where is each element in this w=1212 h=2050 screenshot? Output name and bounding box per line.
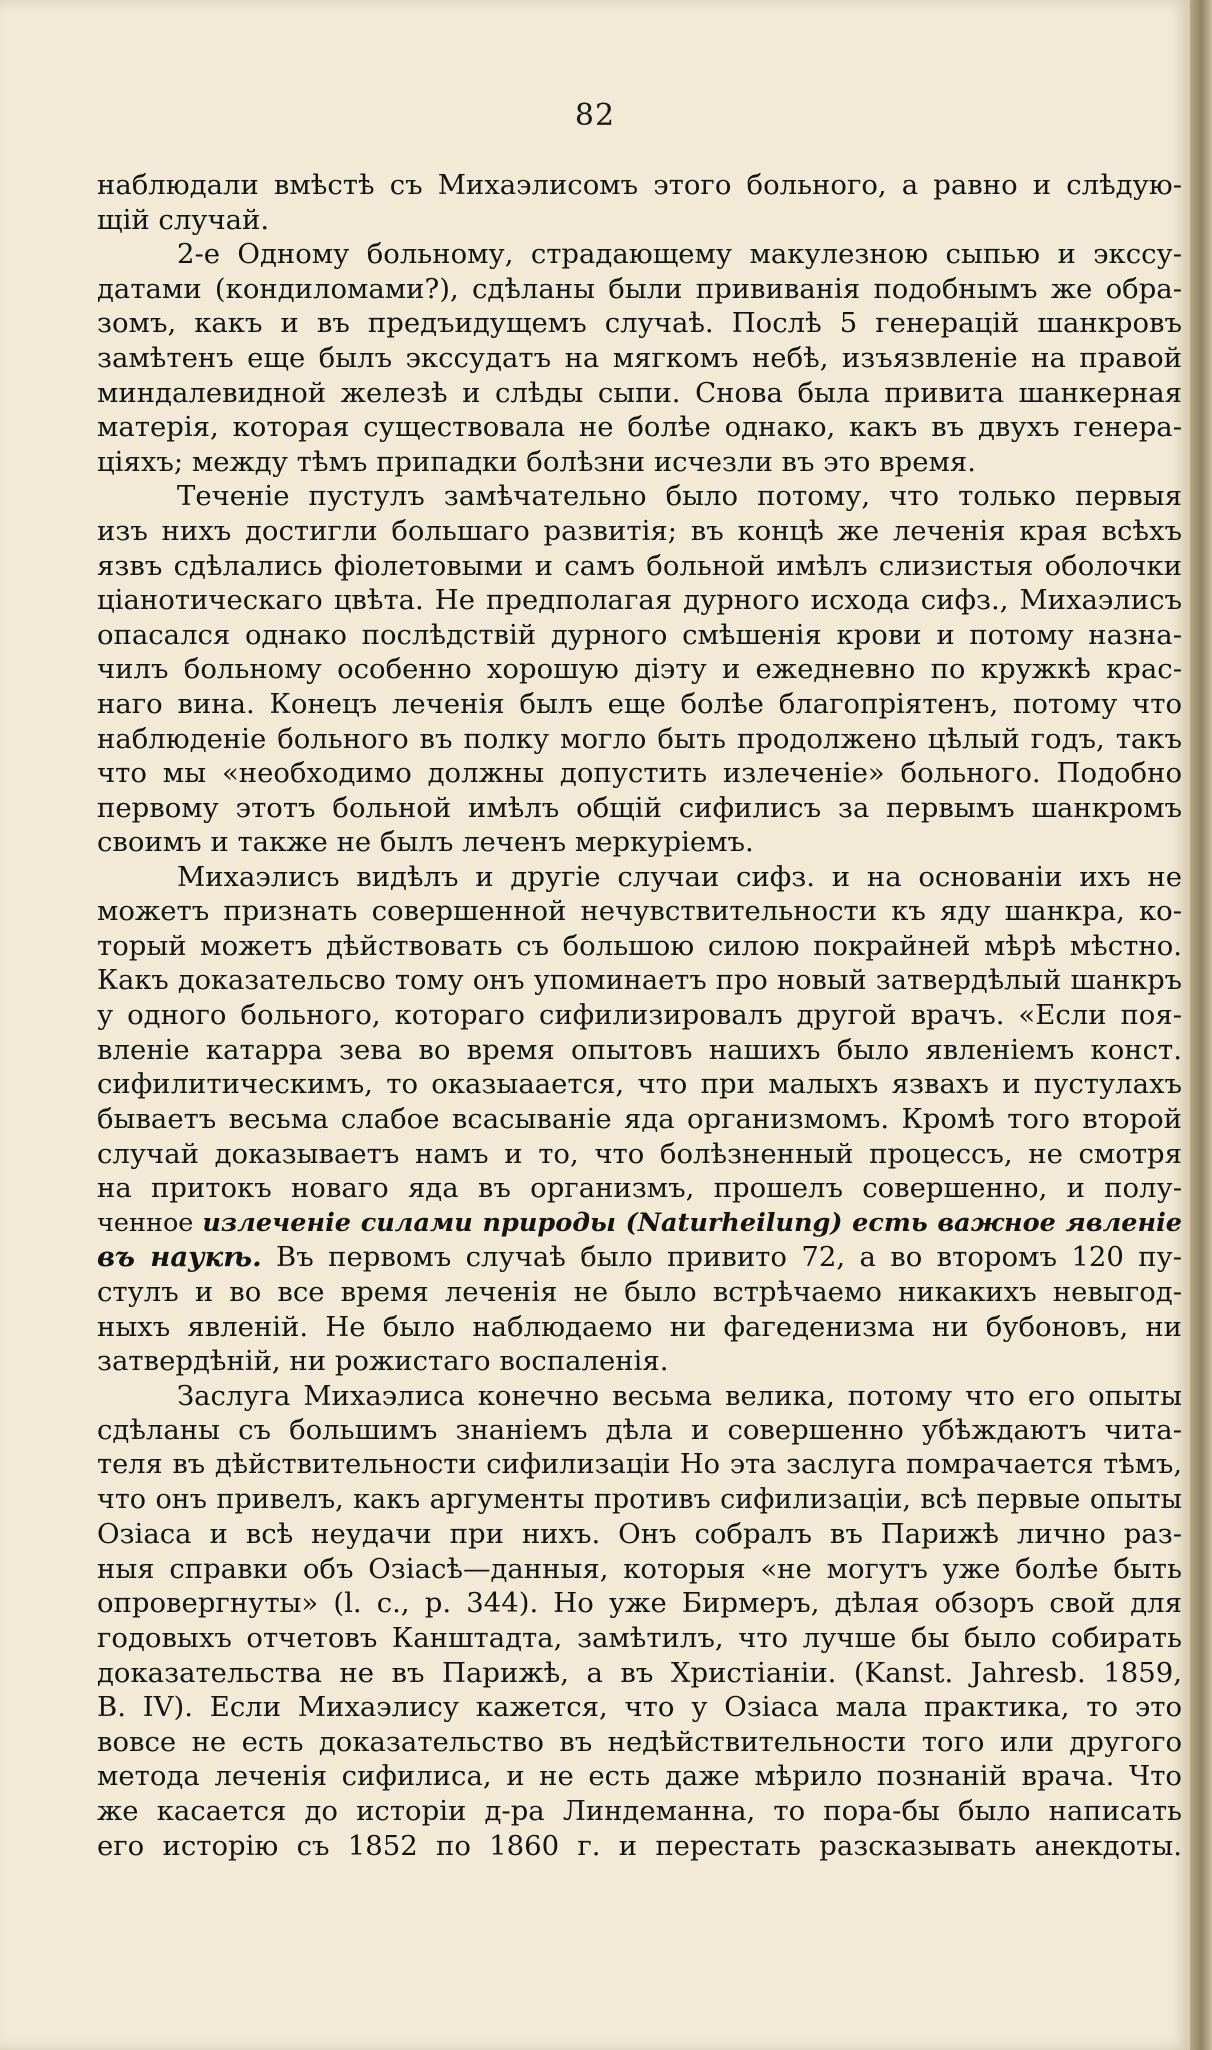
text-line: что мы «необходимо должны допустить излеченіе» больного. Подобно bbox=[97, 757, 1182, 790]
text-line: вленіе катарра зева во время опытовъ нашихъ было явленіемъ конст. bbox=[97, 1033, 1182, 1066]
text-line: щій случай. bbox=[97, 203, 270, 236]
text-line: Озіаса и всѣ неудачи при нихъ. Онъ собралъ въ Парижѣ лично раз- bbox=[97, 1518, 1182, 1551]
text-line: сифилитическимъ, то оказыаается, что при малыхъ язвахъ и пустулахъ bbox=[97, 1068, 1182, 1101]
text-segment: Въ первомъ случаѣ было привито 72, а во второмъ 120 пу- bbox=[261, 1241, 1183, 1274]
text-line: метода леченія сифилиса, и не есть даже мѣрило познаній врача. Что bbox=[97, 1760, 1182, 1793]
text-line: Теченіе пустулъ замѣчательно было потому, что только первыя bbox=[177, 480, 1182, 513]
text-line: же касается до исторіи д-ра Линдеманна, то пора-бы было написать bbox=[97, 1794, 1182, 1827]
text-line: у одного больного, котораго сифилизировалъ другой врачъ. «Если поя- bbox=[97, 999, 1182, 1032]
text-line: наблюдали вмѣстѣ съ Михаэлисомъ этого больного, а равно и слѣдую- bbox=[97, 169, 1182, 201]
text-line: матерія, которая существовала не болѣе однако, какъ въ двухъ генера- bbox=[97, 411, 1182, 444]
text-line: годовыхъ отчетовъ Канштадта, замѣтилъ, что лучше бы было собирать bbox=[97, 1621, 1182, 1654]
text-line: Заслуга Михаэлиса конечно весьма велика, потому что его опыты bbox=[177, 1379, 1182, 1412]
text-line: 2-е Одному больному, страдающему макулезною сыпью и экссу- bbox=[177, 238, 1182, 271]
text-line: можетъ признать совершенной нечувствительности къ яду шанкра, ко- bbox=[97, 895, 1182, 928]
text-line: случай доказываетъ намъ и то, что болѣзненный процессъ, не смотря bbox=[97, 1137, 1182, 1170]
text-line: доказательства не въ Парижѣ, а въ Христіаніи. (Kanst. Jahresb. 1859, bbox=[97, 1656, 1182, 1689]
text-line: что онъ привелъ, какъ аргументы противъ сифилизаціи, всѣ первые опыты bbox=[97, 1483, 1182, 1515]
text-line: затвердѣній, ни рожистаго воспаленія. bbox=[97, 1345, 669, 1378]
page-number: 82 bbox=[574, 98, 616, 133]
emphasized-text: излеченіе силами природы (Naturheilung) есть важное явленіе bbox=[202, 1207, 1182, 1238]
page-text bbox=[97, 168, 1182, 1863]
text-line: ціанотическаго цвѣта. Не предполагая дурного исхода сифз., Михаэлисъ bbox=[97, 584, 1182, 617]
text-line: наблюденіе больного въ полку могло быть продолжено цѣлый годъ, такъ bbox=[97, 722, 1182, 755]
text-line: замѣтенъ еще былъ экссудатъ на мягкомъ небѣ, изъязвленіе на правой bbox=[97, 341, 1182, 374]
text-line: торый можетъ дѣйствовать съ большою силою покрайней мѣрѣ мѣстно. bbox=[97, 930, 1182, 963]
text-line: ныхъ явленій. Не было наблюдаемо ни фагеденизма ни бубоновъ, ни bbox=[97, 1310, 1182, 1343]
text-line: своимъ и также не былъ леченъ меркуріемъ. bbox=[97, 826, 754, 859]
text-line: вовсе не есть доказательство въ недѣйствительности того или другого bbox=[97, 1725, 1182, 1758]
text-line: изъ нихъ достигли большаго развитія; въ концѣ же леченія края всѣхъ bbox=[97, 514, 1182, 547]
text-line: сдѣланы съ большимъ знаніемъ дѣла и совершенно убѣждаютъ чита- bbox=[97, 1414, 1182, 1447]
text-line: ціяхъ; между тѣмъ припадки болѣзни исчезли въ это время. bbox=[97, 445, 977, 478]
text-line: миндалевидной железѣ и слѣды сыпи. Снова была привита шанкерная bbox=[97, 376, 1182, 409]
text-line: теля въ дѣйствительности сифилизаціи Но эта заслуга помрачается тѣмъ, bbox=[97, 1448, 1182, 1480]
text-line: чилъ больному особенно хорошую діэту и ежедневно по кружкѣ крас- bbox=[97, 653, 1182, 686]
book-binding-edge bbox=[1190, 0, 1212, 2050]
text-line: датами (кондиломами?), сдѣланы были прививанія подобнымъ же обра- bbox=[97, 272, 1182, 305]
text-line bbox=[97, 1240, 1182, 1275]
text-line: его исторію съ 1852 по 1860 г. и перестать разсказывать анекдоты. bbox=[97, 1829, 1182, 1862]
emphasized-text: въ наукѣ. bbox=[97, 1241, 262, 1274]
text-line bbox=[97, 1206, 1182, 1241]
text-line: B. IV). Если Михаэлису кажется, что у Озіаса мала практика, то это bbox=[97, 1691, 1182, 1724]
text-line: зомъ, какъ и въ предъидущемъ случаѣ. Послѣ 5 генерацій шанкровъ bbox=[97, 307, 1182, 340]
text-line: бываетъ весьма слабое всасываніе яда организмомъ. Кромѣ того второй bbox=[97, 1103, 1182, 1136]
text-line: первому этотъ больной имѣлъ общій сифилисъ за первымъ шанкромъ bbox=[97, 791, 1182, 824]
text-line: опасался однако послѣдствій дурного смѣшенія крови и потому назна- bbox=[97, 618, 1182, 651]
text-line: наго вина. Конецъ леченія былъ еще болѣе благопріятенъ, потому что bbox=[97, 687, 1182, 720]
text-line: язвъ сдѣлались фіолетовыми и самъ больной имѣлъ слизистыя оболочки bbox=[97, 549, 1182, 582]
text-line: Михаэлисъ видѣлъ и другіе случаи сифз. и на основаніи ихъ не bbox=[177, 860, 1182, 893]
text-line: опровергнуты» (l. c., p. 344). Но уже Бирмеръ, дѣлая обзоръ свой для bbox=[97, 1587, 1182, 1620]
text-line: стулъ и во все время леченія не было встрѣчаемо никакихъ невыгод- bbox=[97, 1276, 1182, 1308]
text-line: Какъ доказательсво тому онъ упоминаетъ про новый затвердѣлый шанкръ bbox=[97, 964, 1182, 996]
text-line: ныя справки объ Озіасѣ—данныя, которыя «не могутъ уже болѣе быть bbox=[97, 1552, 1182, 1585]
text-line: на притокъ новаго яда въ организмъ, прошелъ совершенно, и полу- bbox=[97, 1172, 1182, 1205]
text-segment: ченное bbox=[97, 1207, 203, 1238]
